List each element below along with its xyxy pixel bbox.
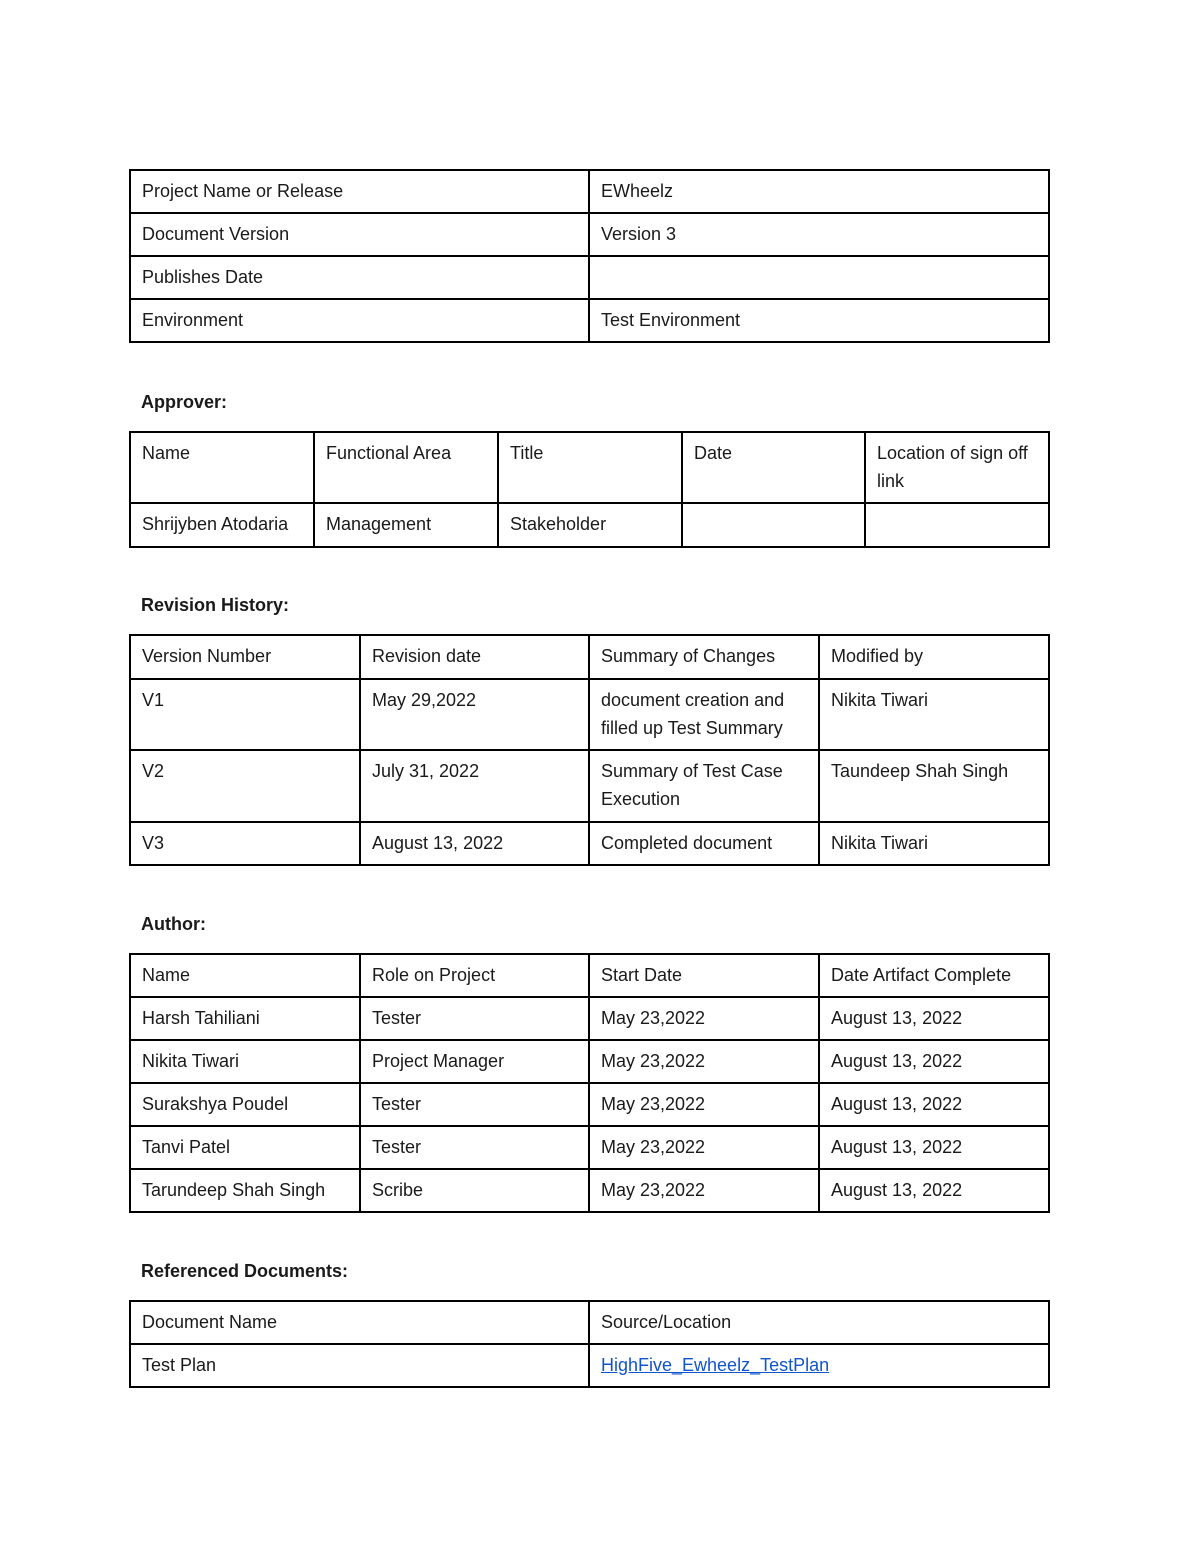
table-cell: May 23,2022 (589, 1083, 819, 1126)
document-version-label: Document Version (130, 213, 589, 256)
column-header: Name (130, 432, 314, 503)
table-cell: Stakeholder (498, 503, 682, 547)
table-cell: August 13, 2022 (819, 1169, 1049, 1212)
column-header: Name (130, 954, 360, 997)
column-header: Version Number (130, 635, 360, 679)
table-row (130, 1126, 1049, 1169)
table-cell (682, 503, 865, 547)
approver-table (129, 431, 1050, 548)
author-heading: Author: (141, 914, 206, 934)
author-table (129, 953, 1050, 1213)
table-cell: Tester (360, 997, 589, 1040)
table-row (130, 256, 1049, 299)
column-header: Revision date (360, 635, 589, 679)
table-row (130, 503, 1049, 547)
table-row (130, 1169, 1049, 1212)
table-cell: Taundeep Shah Singh (819, 750, 1049, 822)
project-name-label: Project Name or Release (130, 170, 589, 213)
table-cell: August 13, 2022 (360, 822, 589, 865)
column-header: Role on Project (360, 954, 589, 997)
table-header-row (130, 1301, 1049, 1344)
table-row (130, 213, 1049, 256)
column-header: Source/Location (589, 1301, 1049, 1344)
table-cell: Harsh Tahiliani (130, 997, 360, 1040)
table-row (130, 1344, 1049, 1387)
table-cell: August 13, 2022 (819, 1083, 1049, 1126)
table-cell: Tanvi Patel (130, 1126, 360, 1169)
revision-history-table (129, 634, 1050, 866)
table-cell: Scribe (360, 1169, 589, 1212)
table-cell: May 23,2022 (589, 1169, 819, 1212)
table-row (130, 822, 1049, 865)
table-cell: Summary of Test Case Execution (589, 750, 819, 822)
column-header: Modified by (819, 635, 1049, 679)
revision-history-heading: Revision History: (141, 595, 290, 615)
column-header: Location of sign off link (865, 432, 1049, 503)
table-header-row (130, 432, 1049, 503)
table-cell: Completed document (589, 822, 819, 865)
table-cell: August 13, 2022 (819, 1040, 1049, 1083)
approver-heading: Approver: (141, 392, 228, 412)
project-name-value: EWheelz (589, 170, 1049, 213)
column-header: Date Artifact Complete (819, 954, 1049, 997)
table-cell: Tarundeep Shah Singh (130, 1169, 360, 1212)
referenced-documents-heading: Referenced Documents: (141, 1261, 349, 1281)
column-header: Summary of Changes (589, 635, 819, 679)
environment-label: Environment (130, 299, 589, 342)
table-row (130, 679, 1049, 750)
table-cell (865, 503, 1049, 547)
table-row (130, 1083, 1049, 1126)
referenced-documents-table (129, 1300, 1050, 1388)
test-plan-link[interactable]: HighFive_Ewheelz_TestPlan (601, 1355, 830, 1375)
table-row (130, 299, 1049, 342)
table-row (130, 750, 1049, 822)
table-cell: August 13, 2022 (819, 1126, 1049, 1169)
column-header: Functional Area (314, 432, 498, 503)
table-row (130, 997, 1049, 1040)
table-cell: V3 (130, 822, 360, 865)
table-cell: Shrijyben Atodaria (130, 503, 314, 547)
table-cell: Management (314, 503, 498, 547)
table-cell: May 23,2022 (589, 1040, 819, 1083)
table-cell: V1 (130, 679, 360, 750)
publishes-date-label: Publishes Date (130, 256, 589, 299)
column-header: Start Date (589, 954, 819, 997)
table-row (130, 1040, 1049, 1083)
table-cell: Project Manager (360, 1040, 589, 1083)
table-cell: August 13, 2022 (819, 997, 1049, 1040)
project-info-table (129, 169, 1050, 343)
column-header: Date (682, 432, 865, 503)
table-cell: Nikita Tiwari (819, 679, 1049, 750)
document-name-cell: Test Plan (130, 1344, 589, 1387)
table-cell: Surakshya Poudel (130, 1083, 360, 1126)
table-cell: V2 (130, 750, 360, 822)
publishes-date-value (589, 256, 1049, 299)
table-cell: July 31, 2022 (360, 750, 589, 822)
table-cell: May 23,2022 (589, 997, 819, 1040)
table-row (130, 170, 1049, 213)
table-cell: Tester (360, 1126, 589, 1169)
column-header: Document Name (130, 1301, 589, 1344)
table-cell: May 23,2022 (589, 1126, 819, 1169)
table-header-row (130, 635, 1049, 679)
table-header-row (130, 954, 1049, 997)
table-cell: Tester (360, 1083, 589, 1126)
environment-value: Test Environment (589, 299, 1049, 342)
table-cell: May 29,2022 (360, 679, 589, 750)
column-header: Title (498, 432, 682, 503)
document-version-value: Version 3 (589, 213, 1049, 256)
table-cell: document creation and filled up Test Summary (589, 679, 819, 750)
source-location-cell (589, 1344, 1049, 1387)
table-cell: Nikita Tiwari (819, 822, 1049, 865)
table-cell: Nikita Tiwari (130, 1040, 360, 1083)
